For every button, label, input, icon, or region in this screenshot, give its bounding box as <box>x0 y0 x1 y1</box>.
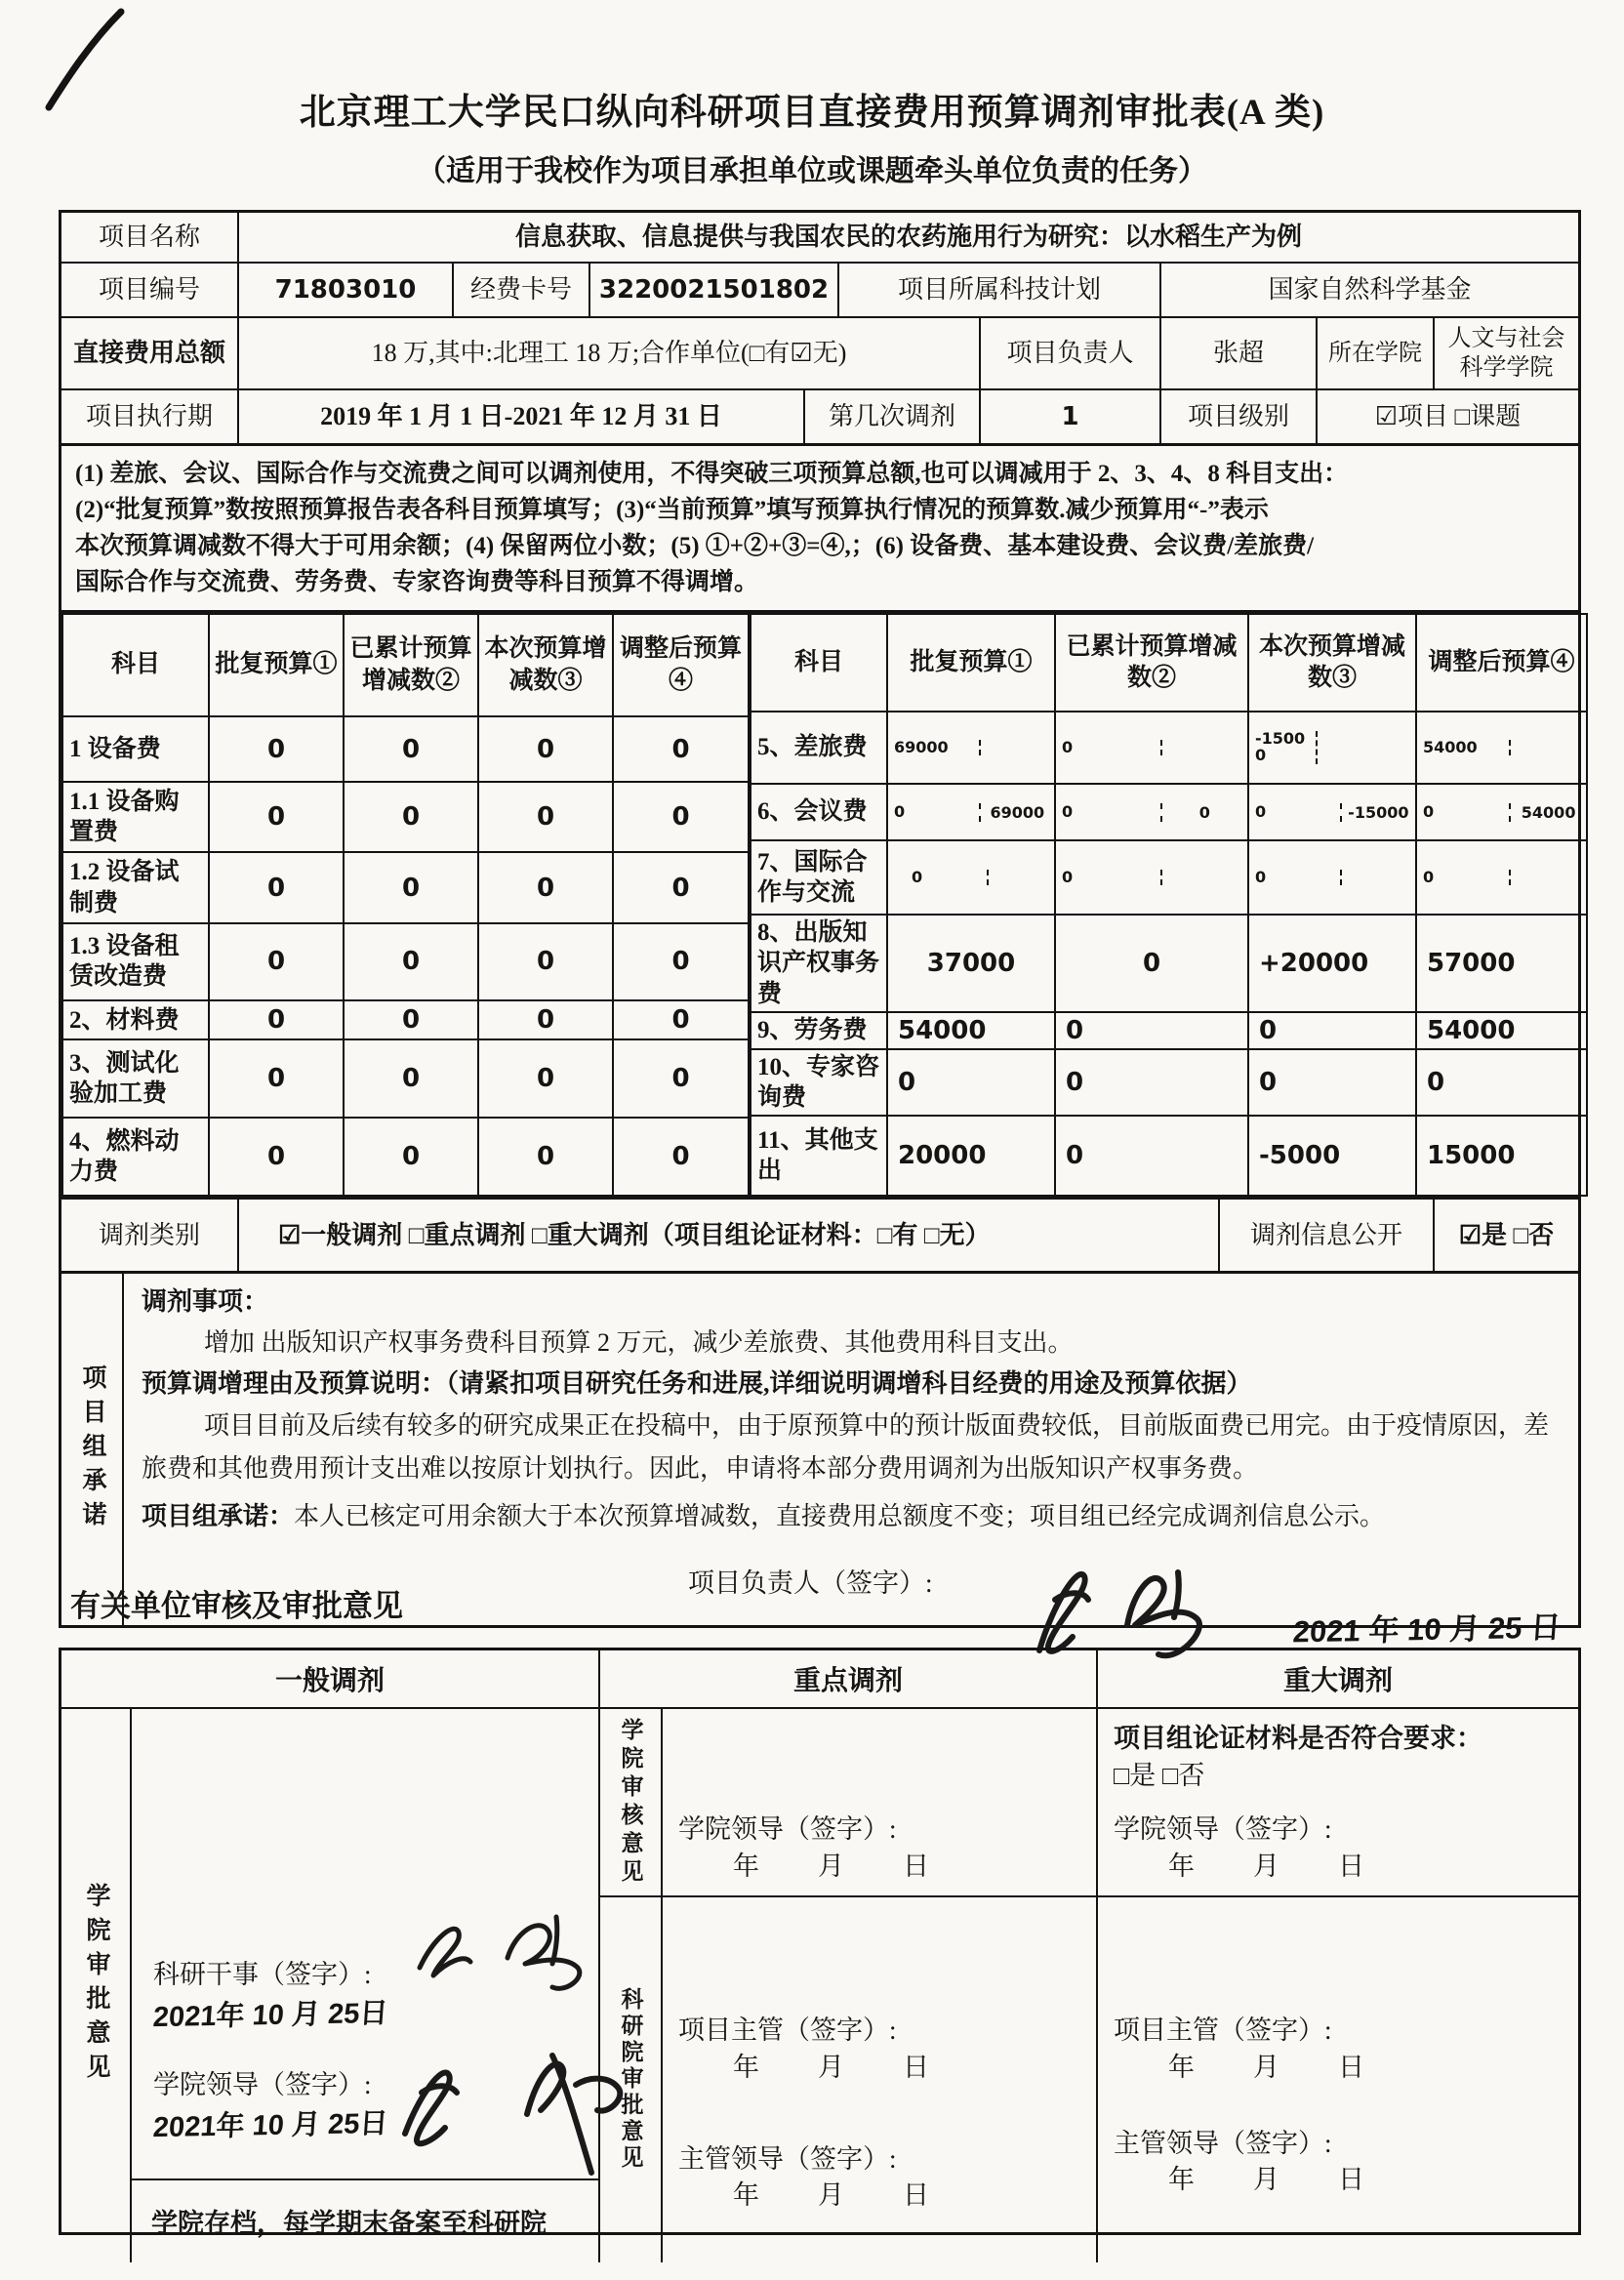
note-line-4: 国际合作与交流费、劳务费、专家咨询费等科目预算不得调增。 <box>75 569 759 595</box>
program-value: 国家自然科学基金 <box>1159 264 1578 316</box>
col-adjusted: 调整后预算④ <box>613 614 749 716</box>
budget-table-right <box>750 613 1588 1197</box>
college-approval-content <box>132 1709 598 2178</box>
period-label: 项目执行期 <box>85 401 213 430</box>
level-checkboxes: ☑项目 □课题 <box>1316 390 1578 443</box>
fund-card-label: 经费卡号 <box>452 264 589 316</box>
budget-row-meeting: 6、会议费 0 69000 0 0 0 -15000 0 54000 <box>751 784 1587 840</box>
signature-dean <box>381 2016 673 2182</box>
adjust-item-text: 增加 出版知识产权事务费科目预算 2 万元，减少差旅费、其他费用科目支出。 <box>204 1328 1074 1358</box>
pi-value: 张超 <box>1159 318 1316 388</box>
col-adjusted: 调整后预算④ <box>1416 614 1587 712</box>
adjust-category-row <box>61 1197 1578 1271</box>
reason-text: 项目目前及后续有较多的研究成果正在投稿中，由于原预算中的预计版面费较低，目前版面费已用完。由于疫情原因，差旅费和其他费用预计支出难以按原计划执行。因此，申请将本部分费用调剂为出版知识产权事务费。 <box>142 1411 1550 1484</box>
project-name-value: 信息获取、信息提供与我国农民的农药施用行为研究：以水稻生产为例 <box>237 213 1578 262</box>
budget-table-left <box>61 613 750 1197</box>
budget-row-fuel: 4、燃料动力费 0 0 0 0 <box>62 1118 749 1196</box>
col-approved: 批复预算① <box>887 614 1055 712</box>
major-adjust-cell <box>1096 1709 1578 2262</box>
col-current: 本次预算增减数③ <box>1248 614 1416 712</box>
research-office-side-label: 科研院审批意见 <box>600 1897 663 2262</box>
budget-section <box>61 610 1578 1197</box>
college-archive-note: 学院存档，每学期末备案至科研院 <box>132 2178 598 2262</box>
approval-heading: 有关单位审核及审批意见 <box>70 1589 403 1623</box>
budget-row-intl-cooperation: 7、国际合作与交流 0 0 0 0 <box>751 840 1587 915</box>
college-review-side-label: 学院审核意见 <box>600 1709 663 1895</box>
pi-label: 项目负责人 <box>979 318 1159 388</box>
date-blank: 年 月 日 <box>733 2180 931 2211</box>
promise-title: 项目组承诺： <box>142 1502 295 1531</box>
note-line-2: (2)“批复预算”数按照预算报告表各科目预算填写；(3)“当前预算”填写预算执行情况的预算数.减少预算用“-”表示 <box>75 497 1269 523</box>
signature-clerk <box>400 1899 615 2016</box>
budget-row-labor: 9、劳务费 54000 0 0 54000 <box>751 1012 1587 1049</box>
budget-row-publication: 8、出版知识产权事务费 37000 0 +20000 57000 <box>751 915 1587 1012</box>
adjust-times-value: 1 <box>979 390 1159 443</box>
col-subject: 科目 <box>62 614 209 716</box>
date-blank: 年 月 日 <box>733 1852 931 1882</box>
page-subtitle: （适用于我校作为项目承担单位或课题牵头单位负责的任务） <box>417 155 1207 187</box>
budget-row-equipment: 1 设备费 0 0 0 0 <box>62 716 749 782</box>
project-no-label: 项目编号 <box>98 274 200 304</box>
note-line-3: 本次预算调减数不得大于可用余额；(4) 保留两位小数；(5) ①+②+③=④,；(6) 设备费、基本建设费、会议费/差旅费/ <box>75 533 1315 559</box>
info-row-period <box>61 388 1578 443</box>
info-row-project-no <box>61 262 1578 316</box>
budget-row-travel: 5、差旅费 69000 0 -15000 54000 <box>751 712 1587 784</box>
note-line-1: (1) 差旅、会议、国际合作与交流费之间可以调剂使用，不得突破三项预算总额,也可以调减用于 2、3、4、8 科目支出： <box>75 461 1349 487</box>
pi-sign-label: 项目负责人（签字）: <box>688 1568 933 1599</box>
col-accumulated: 已累计预算增减数② <box>344 614 478 716</box>
commitment-side-label: 项目组承诺 <box>61 1274 124 1625</box>
col-key-adjust: 重点调剂 <box>598 1650 1096 1707</box>
clerk-sign-label: 科研干事（签字）: <box>153 1960 372 1989</box>
adjust-item-title: 调剂事项： <box>142 1287 269 1317</box>
public-info-label: 调剂信息公开 <box>1218 1200 1433 1271</box>
supervisor-sign-label: 主管领导（签字）: <box>1114 2128 1332 2158</box>
adjust-category-checkboxes: ☑一般调剂 □重点调剂 □重大调剂（项目组论证材料：□有 □无） <box>237 1200 1218 1271</box>
budget-left-header <box>62 614 749 716</box>
supervisor-sign-label: 主管领导（签字）: <box>678 2143 897 2174</box>
main-form-table <box>59 210 1581 1649</box>
col-accumulated: 已累计预算增减数② <box>1055 614 1248 712</box>
major-approval-block <box>1098 1897 1578 2262</box>
research-office-block <box>600 1897 1096 2262</box>
budget-row-materials: 2、材料费 0 0 0 0 <box>62 1000 749 1039</box>
reason-title: 预算调增理由及预算说明：（请紧扣项目研究任务和进展,详细说明调增科目经费的用途及预算依据） <box>142 1369 1252 1399</box>
pm-sign-label: 项目主管（签字）: <box>1114 2015 1332 2045</box>
info-row-direct-cost <box>61 316 1578 388</box>
direct-cost-label: 直接费用总额 <box>72 338 225 367</box>
dean-sign-label: 学院领导（签字）: <box>153 2069 372 2099</box>
approval-header-row <box>61 1650 1578 1709</box>
dean-sign-date: 2021年 10 月 25日 <box>151 2107 389 2143</box>
date-blank: 年 月 日 <box>733 2052 931 2082</box>
approval-table <box>59 1648 1581 2239</box>
budget-row-equipment-purchase: 1.1 设备购置费 0 0 0 0 <box>62 782 749 852</box>
date-blank: 年 月 日 <box>1168 2052 1366 2082</box>
dean-sign-label: 学院领导（签字）: <box>1114 1814 1332 1845</box>
project-no-value: 71803010 <box>237 264 452 316</box>
adjust-category-label: 调剂类别 <box>98 1220 200 1249</box>
general-adjust-cell <box>61 1709 598 2262</box>
col-general-adjust: 一般调剂 <box>274 1666 385 1696</box>
promise-text: 本人已核定可用余额大于本次预算增减数，直接费用总额度不变；项目组已经完成调剂信息公示。 <box>294 1502 1386 1531</box>
date-blank: 年 月 日 <box>1168 2165 1366 2195</box>
major-review-block <box>1098 1709 1578 1897</box>
adjust-times-label: 第几次调剂 <box>803 390 979 443</box>
college-approval-side-label: 学院审批意见 <box>61 1709 132 2262</box>
pi-sign-date: 2021 年 10 月 25 日 <box>1291 1609 1563 1649</box>
col-major-adjust: 重大调剂 <box>1096 1650 1578 1707</box>
budget-row-equipment-trial: 1.2 设备试制费 0 0 0 0 <box>62 852 749 922</box>
evidence-checkboxes: □是 □否 <box>1114 1760 1205 1790</box>
project-name-label: 项目名称 <box>98 222 200 251</box>
pm-sign-label: 项目主管（签字）: <box>678 2015 897 2045</box>
fund-card-value: 3220021501802 <box>589 264 837 316</box>
level-label: 项目级别 <box>1159 390 1316 443</box>
public-info-checkboxes: ☑是 □否 <box>1433 1200 1578 1271</box>
page-title: 北京理工大学民口纵向科研项目直接费用预算调剂审批表(A 类) <box>299 93 1325 133</box>
dean-sign-label: 学院领导（签字）: <box>678 1814 897 1845</box>
program-label: 项目所属科技计划 <box>837 264 1159 316</box>
budget-row-equipment-rental: 1.3 设备租赁改造费 0 0 0 0 <box>62 923 749 1001</box>
col-current: 本次预算增减数③ <box>478 614 613 716</box>
col-subject: 科目 <box>751 614 887 712</box>
college-review-block <box>600 1709 1096 1897</box>
budget-right-header <box>751 614 1587 712</box>
info-row-project-name <box>61 213 1578 262</box>
date-blank: 年 月 日 <box>1168 1852 1366 1882</box>
school-value: 人文与社会科学学院 <box>1433 318 1578 388</box>
period-value: 2019 年 1 月 1 日-2021 年 12 月 31 日 <box>237 390 803 443</box>
direct-cost-value: 18 万,其中:北理工 18 万;合作单位(□有☑无) <box>237 318 979 388</box>
budget-row-consulting: 10、专家咨询费 0 0 0 0 <box>751 1049 1587 1117</box>
school-label: 所在学院 <box>1316 318 1433 388</box>
budget-row-other: 11、其他支出 20000 0 -5000 15000 <box>751 1116 1587 1196</box>
clerk-sign-date: 2021年 10 月 25日 <box>151 1998 389 2034</box>
col-approved: 批复预算① <box>209 614 344 716</box>
commitment-section <box>61 1271 1578 1649</box>
form-notes <box>61 443 1578 610</box>
budget-row-testing: 3、测试化验加工费 0 0 0 0 <box>62 1039 749 1118</box>
evidence-question: 项目组论证材料是否符合要求： <box>1114 1724 1482 1753</box>
